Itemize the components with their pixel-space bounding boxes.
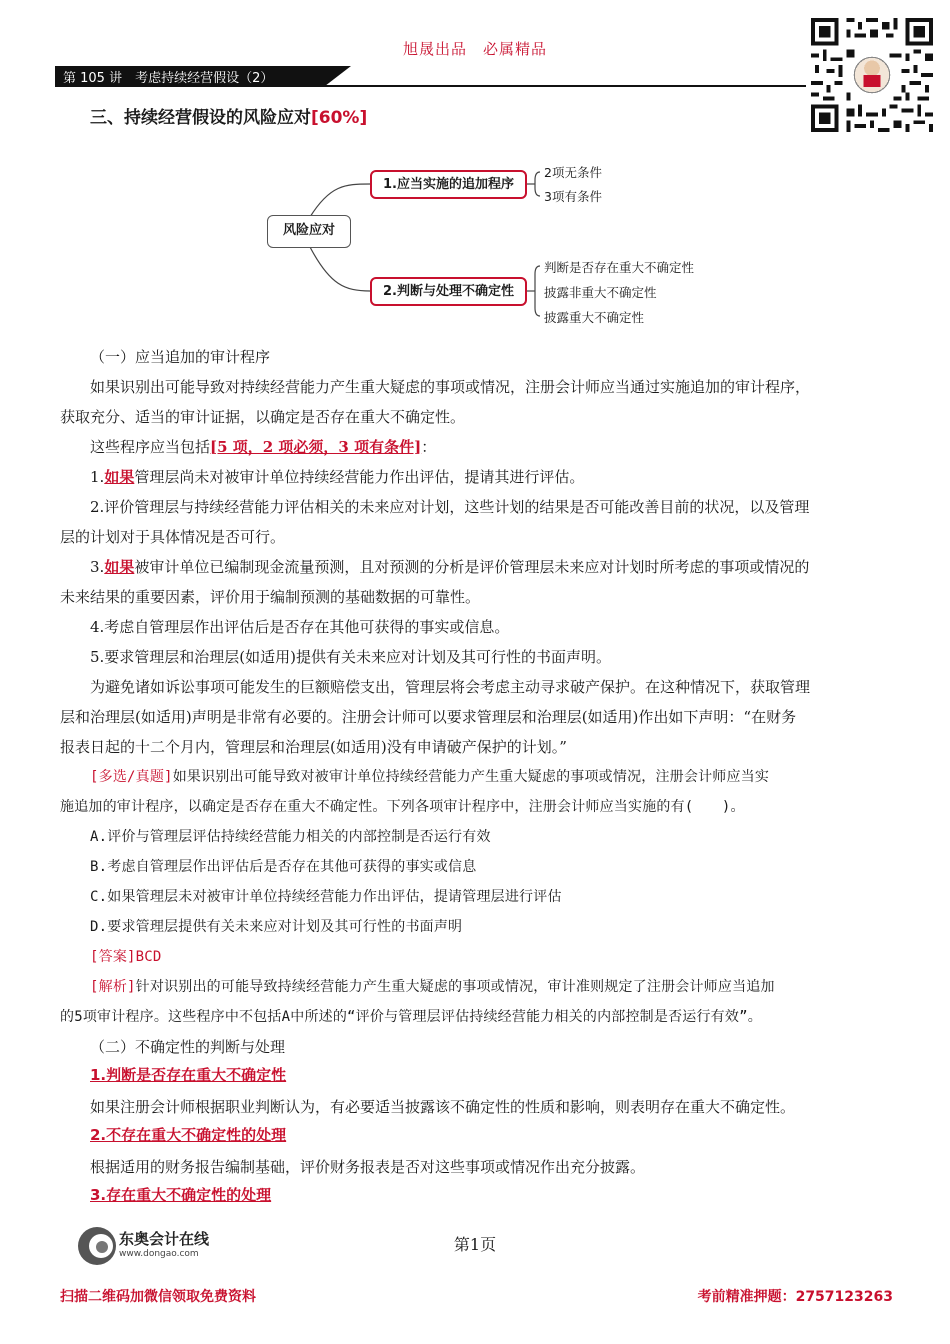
list-item: 3.如果被审计单位已编制现金流量预测，且对预测的分析是评价管理层未来应对计划时所考虑的事项或情况的 (90, 558, 810, 576)
footer-right-note: 考前精准押题：2757123263 (697, 1289, 893, 1305)
list-item: 4.考虑自管理层作出评估后是否存在其他可获得的事实或信息。 (90, 618, 510, 636)
explanation-tag: [解析] (90, 979, 136, 995)
list-item-cont: 层的计划对于具体情况是否可行。 (60, 528, 286, 546)
answer-value: BCD (135, 949, 162, 965)
lecture-title: 第 105 讲 考虑持续经营假设（2） (63, 71, 274, 86)
mindmap-leaf: 披露非重大不确定性 (544, 285, 657, 300)
mindmap-branch-procedures: 1.应当实施的追加程序 (370, 170, 527, 199)
option-b: B.考虑自管理层作出评估后是否存在其他可获得的事实或信息 (90, 859, 477, 875)
section-title-main: 三、持续经营假设的风险应对 (90, 108, 311, 128)
explanation-line: [解析]针对识别出的可能导致持续经营能力产生重大疑虑的事项或情况，审计准则规定了注册会计师应当追加 (90, 979, 775, 995)
paragraph-line: 报表日起的十二个月内，管理层和治理层(如适用)没有申请破产保护的计划。” (60, 738, 567, 756)
paragraph-line: 根据适用的财务报告编制基础，评价财务报表是否对这些事项或情况作出充分披露。 (90, 1158, 646, 1176)
point-heading: 1.判断是否存在重大不确定性 (90, 1066, 287, 1084)
mindmap-leaf: 2项无条件 (544, 165, 602, 180)
logo-text: 东奥会计在线 (119, 1230, 210, 1248)
list-item: 1.如果管理层尚未对被审计单位持续经营能力作出评估，提请其进行评估。 (90, 468, 585, 486)
option-d: D.要求管理层提供有关未来应对计划及其可行性的书面声明 (90, 919, 463, 935)
list-item-cont: 未来结果的重要因素，评价用于编制预测的基础数据的可靠性。 (60, 588, 481, 606)
list-item: 5.要求管理层和治理层(如适用)提供有关未来应对计划及其可行性的书面声明。 (90, 648, 612, 666)
paragraph-line: 层和治理层(如适用)声明是非常有必要的。注册会计师可以要求管理层和治理层(如适用)作出如下声明：“在财务 (60, 708, 797, 726)
paragraph-line: 为避免诸如诉讼事项可能发生的巨额赔偿支出，管理层将会考虑主动寻求破产保护。在这种情况下，获取管理 (90, 678, 811, 696)
question-line: 施追加的审计程序，以确定是否存在重大不确定性。下列各项审计程序中，注册会计师应当实施的有( )。 (60, 799, 745, 815)
logo-url: www.dongao.com (119, 1249, 199, 1259)
list-item: 2.评价管理层与持续经营能力评估相关的未来应对计划，这些计划的结果是否可能改善目前的状况，以及管理 (90, 498, 810, 516)
point-heading: 3.存在重大不确定性的处理 (90, 1186, 272, 1204)
mindmap-leaf: 披露重大不确定性 (544, 310, 645, 325)
mindmap-branch-uncertainty: 2.判断与处理不确定性 (370, 277, 527, 306)
footer-left-note: 扫描二维码加微信领取免费资料 (60, 1289, 256, 1305)
paragraph-line: 获取充分、适当的审计证据，以确定是否存在重大不确定性。 (60, 408, 466, 426)
paragraph-line: 如果注册会计师根据职业判断认为，有必要适当披露该不确定性的性质和影响，则表明存在重大不确定性。 (90, 1098, 796, 1116)
question-tag: [多选/真题] (90, 769, 173, 785)
mindmap-leaf: 判断是否存在重大不确定性 (544, 260, 695, 275)
subheading: （二）不确定性的判断与处理 (90, 1038, 286, 1056)
answer-tag: [答案] (90, 949, 136, 965)
section-title-percent: [60%] (311, 108, 368, 128)
question-line: [多选/真题]如果识别出可能导致对被审计单位持续经营能力产生重大疑虑的事项或情况，注册会计师应当实 (90, 769, 770, 785)
option-a: A.评价与管理层评估持续经营能力相关的内部控制是否运行有效 (90, 829, 491, 845)
paragraph-line: 如果识别出可能导致对持续经营能力产生重大疑虑的事项或情况，注册会计师应当通过实施追加的审计程序， (90, 378, 811, 396)
answer-line (60, 942, 895, 972)
option-c: C.如果管理层未对被审计单位持续经营能力作出评估，提请管理层进行评估 (90, 889, 562, 905)
paragraph-line: 这些程序应当包括[5 项，2 项必须，3 项有条件]： (90, 438, 437, 456)
page-number: 第1页 (453, 1235, 497, 1254)
procedure-count-note: [5 项，2 项必须，3 项有条件] (210, 438, 422, 456)
mindmap-leaf: 3项有条件 (544, 189, 602, 204)
top-slogan: 旭晟出品 必属精品 (402, 40, 547, 58)
mindmap-root: 风险应对 (267, 215, 351, 248)
point-heading: 2.不存在重大不确定性的处理 (90, 1126, 287, 1144)
explanation-line: 的5项审计程序。这些程序中不包括A中所述的“评价与管理层评估持续经营能力相关的内部控制是否运行有效”。 (60, 1009, 762, 1025)
subheading: （一）应当追加的审计程序 (90, 348, 271, 366)
